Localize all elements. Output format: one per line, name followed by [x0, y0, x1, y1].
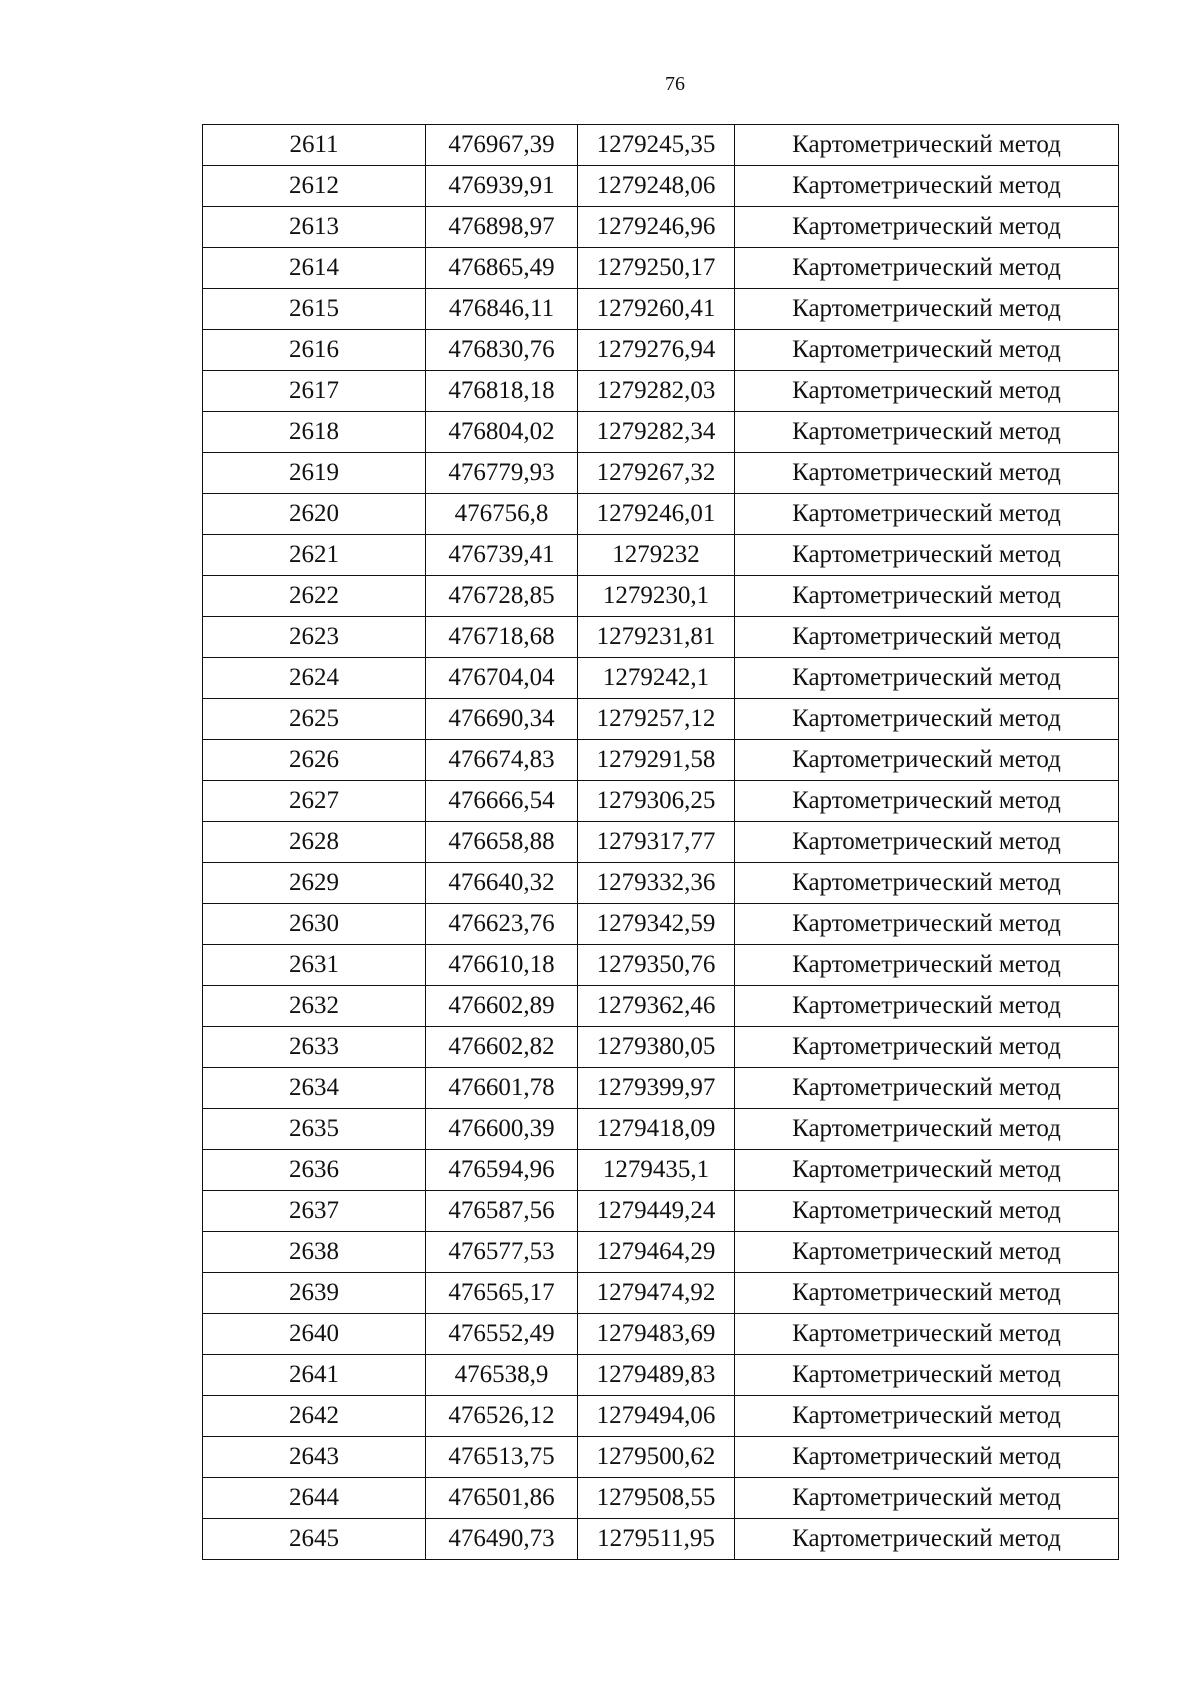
- y-coordinate-cell: 1279332,36: [578, 863, 735, 904]
- table-row: [203, 1109, 1119, 1150]
- point-number-cell: 2645: [203, 1519, 426, 1560]
- table-row: [203, 330, 1119, 371]
- point-number-cell: 2633: [203, 1027, 426, 1068]
- x-coordinate-cell: 476739,41: [426, 535, 578, 576]
- table-row: [203, 1273, 1119, 1314]
- page-number: 76: [665, 73, 685, 95]
- coordinates-table-container: [202, 124, 1118, 1560]
- table-row: [203, 125, 1119, 166]
- y-coordinate-cell: 1279342,59: [578, 904, 735, 945]
- y-coordinate-cell: 1279306,25: [578, 781, 735, 822]
- x-coordinate-cell: 476898,97: [426, 207, 578, 248]
- y-coordinate-cell: 1279282,03: [578, 371, 735, 412]
- method-cell: Картометрический метод: [735, 1478, 1119, 1519]
- table-row: [203, 1519, 1119, 1560]
- x-coordinate-cell: 476565,17: [426, 1273, 578, 1314]
- y-coordinate-cell: 1279418,09: [578, 1109, 735, 1150]
- point-number-cell: 2634: [203, 1068, 426, 1109]
- method-cell: Картометрический метод: [735, 166, 1119, 207]
- x-coordinate-cell: 476600,39: [426, 1109, 578, 1150]
- method-cell: Картометрический метод: [735, 330, 1119, 371]
- table-row: [203, 371, 1119, 412]
- x-coordinate-cell: 476728,85: [426, 576, 578, 617]
- x-coordinate-cell: 476658,88: [426, 822, 578, 863]
- method-cell: Картометрический метод: [735, 453, 1119, 494]
- method-cell: Картометрический метод: [735, 1027, 1119, 1068]
- y-coordinate-cell: 1279291,58: [578, 740, 735, 781]
- method-cell: Картометрический метод: [735, 1519, 1119, 1560]
- table-row: [203, 1150, 1119, 1191]
- x-coordinate-cell: 476674,83: [426, 740, 578, 781]
- method-cell: Картометрический метод: [735, 617, 1119, 658]
- y-coordinate-cell: 1279248,06: [578, 166, 735, 207]
- method-cell: Картометрический метод: [735, 863, 1119, 904]
- x-coordinate-cell: 476818,18: [426, 371, 578, 412]
- table-row: [203, 658, 1119, 699]
- point-number-cell: 2637: [203, 1191, 426, 1232]
- method-cell: Картометрический метод: [735, 125, 1119, 166]
- table-row: [203, 576, 1119, 617]
- table-row: [203, 1232, 1119, 1273]
- method-cell: Картометрический метод: [735, 945, 1119, 986]
- y-coordinate-cell: 1279449,24: [578, 1191, 735, 1232]
- point-number-cell: 2631: [203, 945, 426, 986]
- point-number-cell: 2629: [203, 863, 426, 904]
- x-coordinate-cell: 476602,82: [426, 1027, 578, 1068]
- table-row: [203, 412, 1119, 453]
- x-coordinate-cell: 476939,91: [426, 166, 578, 207]
- y-coordinate-cell: 1279350,76: [578, 945, 735, 986]
- y-coordinate-cell: 1279246,96: [578, 207, 735, 248]
- point-number-cell: 2643: [203, 1437, 426, 1478]
- y-coordinate-cell: 1279230,1: [578, 576, 735, 617]
- method-cell: Картометрический метод: [735, 1109, 1119, 1150]
- y-coordinate-cell: 1279494,06: [578, 1396, 735, 1437]
- x-coordinate-cell: 476577,53: [426, 1232, 578, 1273]
- x-coordinate-cell: 476756,8: [426, 494, 578, 535]
- method-cell: Картометрический метод: [735, 371, 1119, 412]
- coordinates-table-body: [203, 125, 1119, 1560]
- point-number-cell: 2639: [203, 1273, 426, 1314]
- method-cell: Картометрический метод: [735, 1437, 1119, 1478]
- y-coordinate-cell: 1279242,1: [578, 658, 735, 699]
- table-row: [203, 863, 1119, 904]
- point-number-cell: 2636: [203, 1150, 426, 1191]
- x-coordinate-cell: 476623,76: [426, 904, 578, 945]
- x-coordinate-cell: 476718,68: [426, 617, 578, 658]
- y-coordinate-cell: 1279500,62: [578, 1437, 735, 1478]
- x-coordinate-cell: 476594,96: [426, 1150, 578, 1191]
- method-cell: Картометрический метод: [735, 904, 1119, 945]
- table-row: [203, 1396, 1119, 1437]
- method-cell: Картометрический метод: [735, 1068, 1119, 1109]
- y-coordinate-cell: 1279317,77: [578, 822, 735, 863]
- table-row: [203, 1314, 1119, 1355]
- point-number-cell: 2621: [203, 535, 426, 576]
- point-number-cell: 2622: [203, 576, 426, 617]
- y-coordinate-cell: 1279474,92: [578, 1273, 735, 1314]
- method-cell: Картометрический метод: [735, 412, 1119, 453]
- method-cell: Картометрический метод: [735, 740, 1119, 781]
- table-row: [203, 494, 1119, 535]
- table-row: [203, 1027, 1119, 1068]
- point-number-cell: 2644: [203, 1478, 426, 1519]
- method-cell: Картометрический метод: [735, 822, 1119, 863]
- point-number-cell: 2623: [203, 617, 426, 658]
- point-number-cell: 2615: [203, 289, 426, 330]
- method-cell: Картометрический метод: [735, 576, 1119, 617]
- point-number-cell: 2635: [203, 1109, 426, 1150]
- y-coordinate-cell: 1279399,97: [578, 1068, 735, 1109]
- table-row: [203, 945, 1119, 986]
- point-number-cell: 2612: [203, 166, 426, 207]
- point-number-cell: 2613: [203, 207, 426, 248]
- x-coordinate-cell: 476704,04: [426, 658, 578, 699]
- table-row: [203, 1355, 1119, 1396]
- point-number-cell: 2617: [203, 371, 426, 412]
- y-coordinate-cell: 1279511,95: [578, 1519, 735, 1560]
- point-number-cell: 2626: [203, 740, 426, 781]
- point-number-cell: 2619: [203, 453, 426, 494]
- y-coordinate-cell: 1279380,05: [578, 1027, 735, 1068]
- point-number-cell: 2627: [203, 781, 426, 822]
- table-row: [203, 289, 1119, 330]
- point-number-cell: 2624: [203, 658, 426, 699]
- x-coordinate-cell: 476587,56: [426, 1191, 578, 1232]
- point-number-cell: 2638: [203, 1232, 426, 1273]
- method-cell: Картометрический метод: [735, 1150, 1119, 1191]
- table-row: [203, 986, 1119, 1027]
- table-row: [203, 617, 1119, 658]
- table-row: [203, 207, 1119, 248]
- point-number-cell: 2616: [203, 330, 426, 371]
- point-number-cell: 2618: [203, 412, 426, 453]
- x-coordinate-cell: 476830,76: [426, 330, 578, 371]
- x-coordinate-cell: 476552,49: [426, 1314, 578, 1355]
- x-coordinate-cell: 476601,78: [426, 1068, 578, 1109]
- x-coordinate-cell: 476490,73: [426, 1519, 578, 1560]
- method-cell: Картометрический метод: [735, 781, 1119, 822]
- point-number-cell: 2642: [203, 1396, 426, 1437]
- method-cell: Картометрический метод: [735, 1314, 1119, 1355]
- x-coordinate-cell: 476513,75: [426, 1437, 578, 1478]
- point-number-cell: 2630: [203, 904, 426, 945]
- method-cell: Картометрический метод: [735, 1232, 1119, 1273]
- method-cell: Картометрический метод: [735, 535, 1119, 576]
- point-number-cell: 2632: [203, 986, 426, 1027]
- x-coordinate-cell: 476501,86: [426, 1478, 578, 1519]
- table-row: [203, 740, 1119, 781]
- table-row: [203, 535, 1119, 576]
- y-coordinate-cell: 1279250,17: [578, 248, 735, 289]
- method-cell: Картометрический метод: [735, 1396, 1119, 1437]
- y-coordinate-cell: 1279483,69: [578, 1314, 735, 1355]
- y-coordinate-cell: 1279489,83: [578, 1355, 735, 1396]
- table-row: [203, 699, 1119, 740]
- y-coordinate-cell: 1279231,81: [578, 617, 735, 658]
- y-coordinate-cell: 1279464,29: [578, 1232, 735, 1273]
- y-coordinate-cell: 1279260,41: [578, 289, 735, 330]
- method-cell: Картометрический метод: [735, 1355, 1119, 1396]
- y-coordinate-cell: 1279257,12: [578, 699, 735, 740]
- y-coordinate-cell: 1279267,32: [578, 453, 735, 494]
- x-coordinate-cell: 476779,93: [426, 453, 578, 494]
- method-cell: Картометрический метод: [735, 207, 1119, 248]
- table-row: [203, 248, 1119, 289]
- table-row: [203, 1437, 1119, 1478]
- coordinates-table: [202, 124, 1119, 1560]
- table-row: [203, 166, 1119, 207]
- point-number-cell: 2611: [203, 125, 426, 166]
- x-coordinate-cell: 476602,89: [426, 986, 578, 1027]
- table-row: [203, 781, 1119, 822]
- x-coordinate-cell: 476690,34: [426, 699, 578, 740]
- y-coordinate-cell: 1279435,1: [578, 1150, 735, 1191]
- y-coordinate-cell: 1279282,34: [578, 412, 735, 453]
- x-coordinate-cell: 476526,12: [426, 1396, 578, 1437]
- table-row: [203, 904, 1119, 945]
- method-cell: Картометрический метод: [735, 699, 1119, 740]
- method-cell: Картометрический метод: [735, 1273, 1119, 1314]
- table-row: [203, 1478, 1119, 1519]
- x-coordinate-cell: 476610,18: [426, 945, 578, 986]
- method-cell: Картометрический метод: [735, 658, 1119, 699]
- x-coordinate-cell: 476846,11: [426, 289, 578, 330]
- y-coordinate-cell: 1279246,01: [578, 494, 735, 535]
- x-coordinate-cell: 476967,39: [426, 125, 578, 166]
- point-number-cell: 2640: [203, 1314, 426, 1355]
- x-coordinate-cell: 476538,9: [426, 1355, 578, 1396]
- table-row: [203, 822, 1119, 863]
- point-number-cell: 2641: [203, 1355, 426, 1396]
- x-coordinate-cell: 476865,49: [426, 248, 578, 289]
- y-coordinate-cell: 1279232: [578, 535, 735, 576]
- table-row: [203, 453, 1119, 494]
- method-cell: Картометрический метод: [735, 494, 1119, 535]
- point-number-cell: 2614: [203, 248, 426, 289]
- point-number-cell: 2628: [203, 822, 426, 863]
- table-row: [203, 1068, 1119, 1109]
- point-number-cell: 2620: [203, 494, 426, 535]
- x-coordinate-cell: 476666,54: [426, 781, 578, 822]
- table-row: [203, 1191, 1119, 1232]
- y-coordinate-cell: 1279276,94: [578, 330, 735, 371]
- method-cell: Картометрический метод: [735, 248, 1119, 289]
- x-coordinate-cell: 476804,02: [426, 412, 578, 453]
- point-number-cell: 2625: [203, 699, 426, 740]
- y-coordinate-cell: 1279362,46: [578, 986, 735, 1027]
- y-coordinate-cell: 1279508,55: [578, 1478, 735, 1519]
- x-coordinate-cell: 476640,32: [426, 863, 578, 904]
- y-coordinate-cell: 1279245,35: [578, 125, 735, 166]
- method-cell: Картометрический метод: [735, 289, 1119, 330]
- method-cell: Картометрический метод: [735, 986, 1119, 1027]
- method-cell: Картометрический метод: [735, 1191, 1119, 1232]
